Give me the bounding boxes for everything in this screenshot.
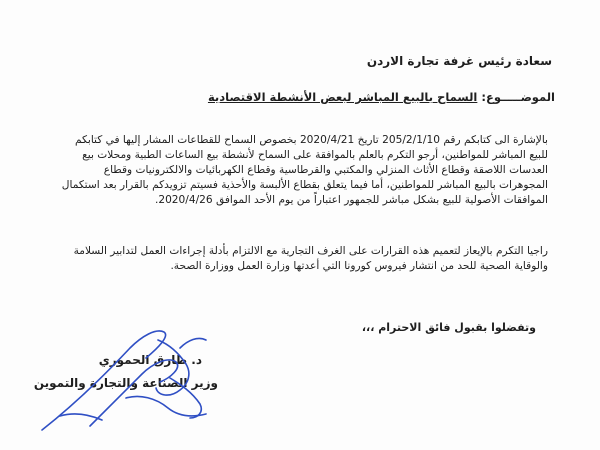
- paragraph2-line: راجيا التكرم بالإيعاز لتعميم هذه القرارات على الغرف التجارية مع الالتزام بأدلة إجراءات العمل لتدابير السلامة: [73, 245, 548, 257]
- signer-title: وزير الصناعة والتجارة والتموين: [33, 376, 218, 390]
- paragraph1-line: الموافقات الأصولية للبيع بشكل مباشر للجمهور اعتباراً من يوم الأحد الموافق 2020/4/26.: [154, 194, 548, 206]
- recipient-line: سعادة رئيس غرفة تجارة الاردن: [366, 54, 552, 68]
- closing-line: وتفضلوا بقبول فائق الاحترام ،،،: [361, 321, 536, 334]
- paragraph1-line: العدسات اللاصقة وقطاع الأثاث المنزلي والمكتبي والقرطاسية وقطاع الكهربائيات والالكترونيات وقطاع: [103, 164, 548, 176]
- subject-line: [208, 90, 555, 105]
- subject-title: السماح بالبيع المباشر لبعض الأنشطة الاقتصادية: [207, 90, 478, 104]
- signer-name: د. طارق الحموري: [98, 353, 202, 367]
- subject-label: الموضـــــوع:: [481, 90, 555, 104]
- paragraph1-line: للبيع المباشر للمواطنين، أرجو التكرم بالعلم بالموافقة على السماح لأنشطة بيع الساعات الطبية ومحلات بيع: [82, 149, 548, 161]
- paragraph1-line: المجوهرات بالبيع المباشر للمواطنين، أما فيما يتعلق بقطاع الألبسة والأحذية فسيتم تزويدكم بالقرار بعد استكمال: [61, 179, 548, 191]
- paragraph2-line: والوقاية الصحية للحد من انتشار فيروس كورونا التي أعدتها وزارة العمل ووزارة الصحة.: [170, 260, 548, 272]
- handwritten-signature: [30, 318, 220, 438]
- paragraph1-line: بالإشارة الى كتابكم رقم 205/2/1/10 تاريخ 2020/4/21 بخصوص السماح للقطاعات المشار إليها في كتابكم: [74, 134, 548, 146]
